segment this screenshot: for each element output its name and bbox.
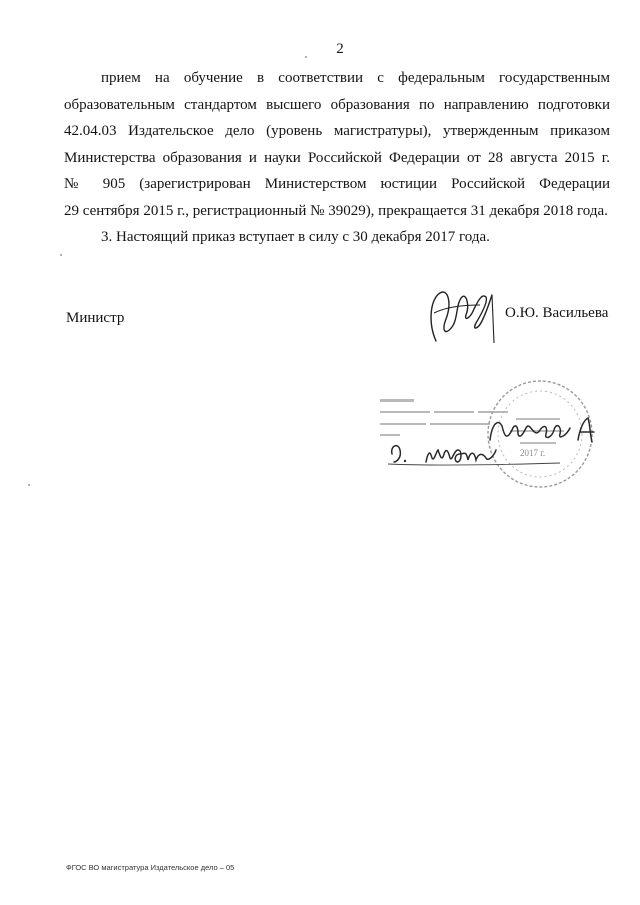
body-line-6: 29 сентября 2015 г., регистрационный № 39029), прекращается 31 декабря 2018 года. xyxy=(64,202,608,219)
signer-name: О.Ю. Васильева xyxy=(505,305,609,321)
printed-year: 2017 г. xyxy=(520,448,546,458)
body-line-3: 42.04.03 Издательское дело (уровень магистратуры), утвержденным приказом xyxy=(64,123,610,139)
body-line-2: образовательным стандартом высшего образования по направлению подготовки xyxy=(64,96,610,113)
body-line-1: прием на обучение в соответствии с федеральным государственным xyxy=(101,70,610,86)
signature-image xyxy=(426,283,504,347)
signer-title: Министр xyxy=(66,310,125,326)
body-line-5: № 905 (зарегистрирован Министерством юстиции Российской Федерации xyxy=(64,176,610,192)
body-line-4: Министерства образования и науки Российской Федерации от 28 августа 2015 г. xyxy=(64,149,610,166)
paragraph-item-3: 3. Настоящий приказ вступает в силу с 30 декабря 2017 года. xyxy=(101,229,490,245)
handwritten-date xyxy=(384,432,562,466)
document-body xyxy=(64,65,610,251)
footer-label: ФГОС ВО магистратура Издательское дело – 05 xyxy=(66,863,235,872)
page-number: 2 xyxy=(336,41,344,57)
